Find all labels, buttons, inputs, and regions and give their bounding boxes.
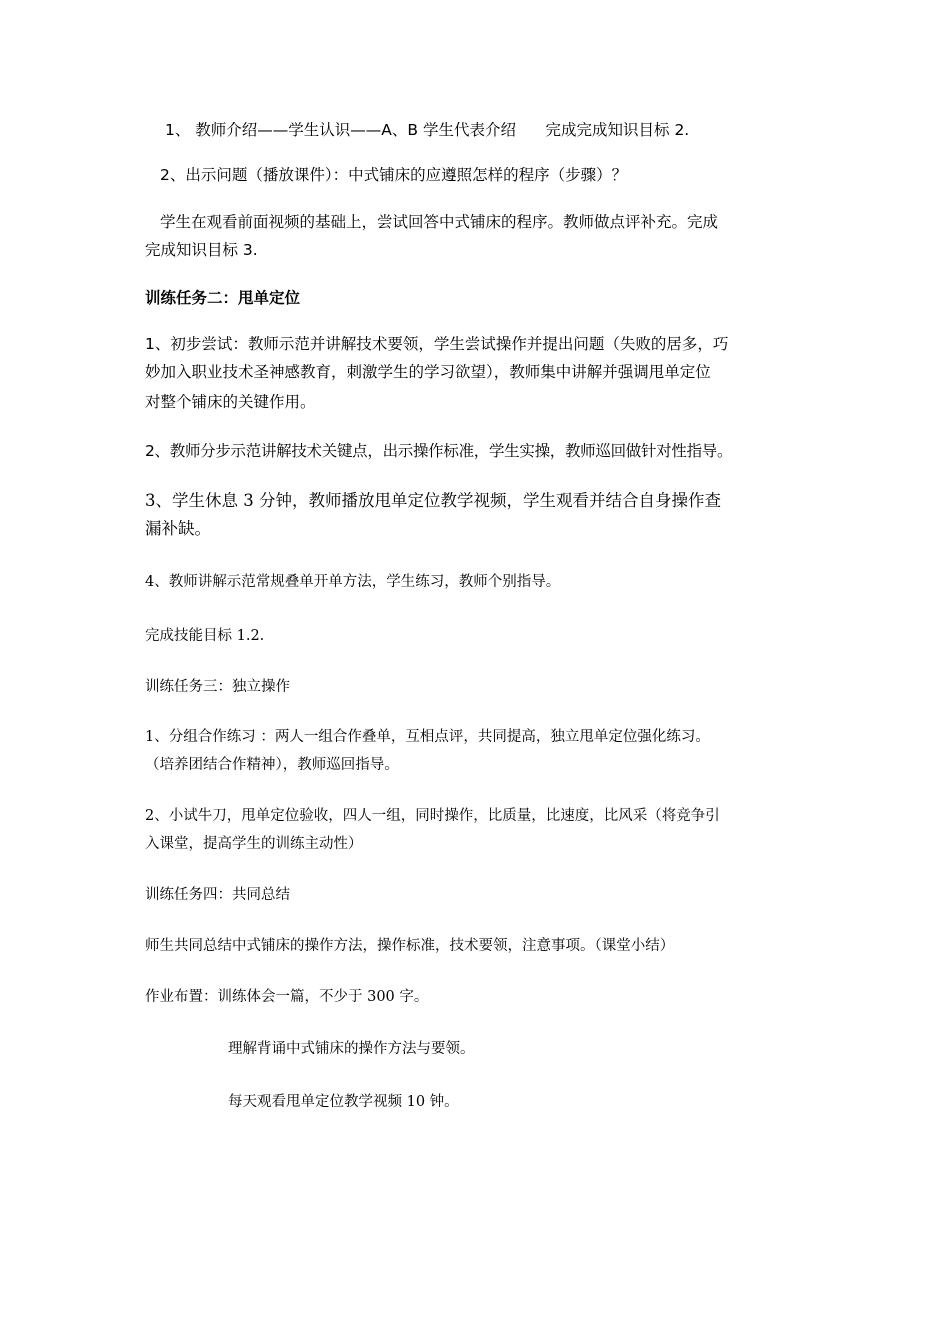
task-4-summary: 师生共同总结中式铺床的操作方法，操作标准，技术要领，注意事项。（课堂小结） [145, 938, 675, 954]
task-2-item-1-line-2: 妙加入职业技术圣神感教育，刺激学生的学习欲望），教师集中讲解并强调甩单定位 [145, 363, 711, 381]
intro-paragraph-line-1: 学生在观看前面视频的基础上，尝试回答中式铺床的程序。教师做点评补充。完成 [160, 213, 719, 231]
task-2-item-4: 4、教师讲解示范常规叠单开单方法，学生练习，教师个别指导。 [145, 574, 561, 590]
task-2-item-2: 2、教师分步示范讲解技术关键点，出示操作标准，学生实操，教师巡回做针对性指导。 [145, 442, 733, 460]
task-3-item-2-line-1: 2、小试牛刀，甩单定位验收，四人一组，同时操作，比质量，比速度，比风采（将竞争引 [145, 808, 720, 824]
task-3-item-2-line-2: 入课堂，提高学生的训练主动性） [145, 836, 363, 852]
task-2-heading: 训练任务二：甩单定位 [145, 289, 301, 307]
intro-step-1: 1、 教师介绍——学生认识——A、B 学生代表介绍 完成完成知识目标 2. [165, 121, 690, 139]
task-2-item-3-line-2: 漏补缺。 [145, 519, 211, 538]
task-3-heading: 训练任务三：独立操作 [145, 679, 290, 695]
intro-step-2: 2、出示问题（播放课件）：中式铺床的应遵照怎样的程序（步骤）？ [160, 166, 628, 184]
task-4-heading: 训练任务四：共同总结 [145, 887, 290, 903]
task-3-item-1-line-1: 1、分组合作练习 ：两人一组合作叠单，互相点评，共同提高，独立甩单定位强化练习。 [145, 729, 710, 745]
intro-paragraph-line-2: 完成知识目标 3. [145, 241, 258, 259]
homework-line-2: 理解背诵中式铺床的操作方法与要领。 [228, 1041, 475, 1057]
homework-line-3: 每天观看甩单定位教学视频 10 钟。 [228, 1094, 459, 1110]
skill-goal: 完成技能目标 1.2. [145, 628, 265, 644]
task-2-item-1-line-1: 1、初步尝试：教师示范并讲解技术要领，学生尝试操作并提出问题（失败的居多，巧 [145, 335, 729, 353]
task-3-item-1-line-2: （培养团结合作精神），教师巡回指导。 [145, 757, 399, 773]
homework-line-1: 作业布置：训练体会一篇，不少于 300 字。 [145, 989, 429, 1005]
task-2-item-1-line-3: 对整个铺床的关键作用。 [145, 393, 316, 411]
task-2-item-3-line-1: 3、学生休息 3 分钟，教师播放甩单定位教学视频，学生观看并结合自身操作查 [145, 491, 721, 510]
